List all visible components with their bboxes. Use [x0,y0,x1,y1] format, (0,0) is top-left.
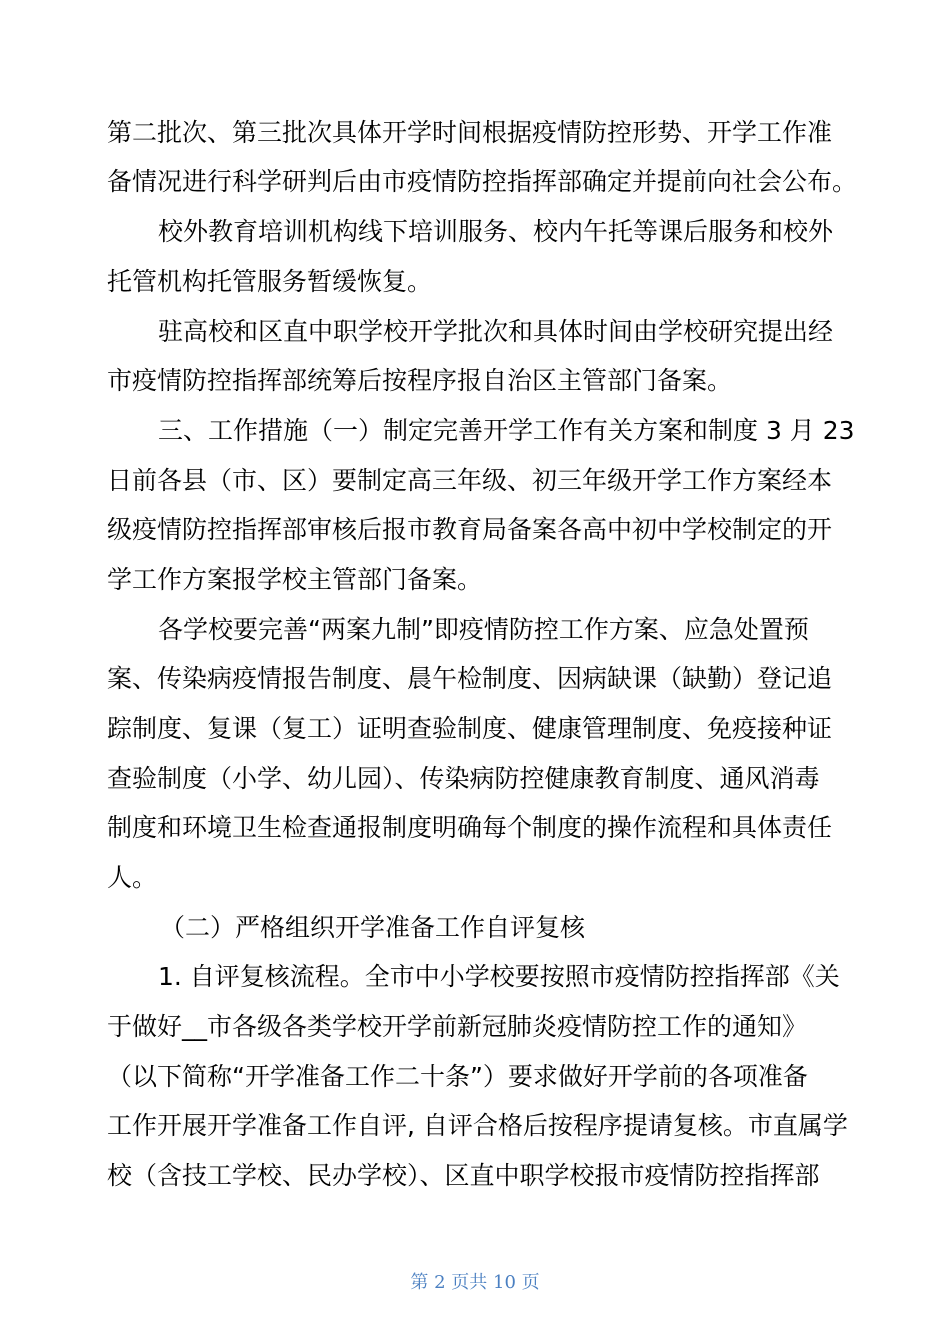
paragraph-line: 市疫情防控指挥部统筹后按程序报自治区主管部门备案。 [107,366,733,395]
paragraph-line: 日前各县（市、区）要制定高三年级、初三年级开学工作方案经本 [107,466,833,495]
paragraph-line: 校（含技工学校、民办学校）、区直中职学校报市疫情防控指挥部 [107,1161,820,1190]
paragraph-line: （以下简称“开学准备工作二十条”）要求做好开学前的各项准备 [107,1062,808,1091]
paragraph-line: 备情况进行科学研判后由市疫情防控指挥部确定并提前向社会公布。 [107,167,858,196]
paragraph-line: 驻高校和区直中职学校开学批次和具体时间由学校研究提出经 [158,317,834,346]
paragraph-line: 第二批次、第三批次具体开学时间根据疫情防控形势、开学工作准 [107,118,833,147]
paragraph-line: 三、工作措施（一）制定完善开学工作有关方案和制度 3 月 23 [158,416,855,445]
paragraph-line: 校外教育培训机构线下培训服务、校内午托等课后服务和校外 [158,217,834,246]
paragraph-line: 踪制度、复课（复工）证明查验制度、健康管理制度、免疫接种证 [107,714,833,743]
paragraph-line: 工作开展开学准备工作自评, 自评合格后按程序提请复核。市直属学 [107,1111,848,1140]
paragraph-line: 级疫情防控指挥部审核后报市教育局备案各高中初中学校制定的开 [107,515,833,544]
paragraph-line: 于做好__市各级各类学校开学前新冠肺炎疫情防控工作的通知》 [107,1012,808,1041]
paragraph-line: 托管机构托管服务暂缓恢复。 [107,267,433,296]
section-heading: （二）严格组织开学准备工作自评复核 [160,913,586,942]
paragraph-line: 查验制度（小学、幼儿园）、传染病防控健康教育制度、通风消毒 [107,764,820,793]
paragraph-line: 制度和环境卫生检查通报制度明确每个制度的操作流程和具体责任 [107,813,833,842]
paragraph-line: 1. 自评复核流程。全市中小学校要按照市疫情防控指挥部《关 [158,962,840,991]
page-footer: 第 2 页共 10 页 [410,1272,540,1293]
paragraph-line: 学工作方案报学校主管部门备案。 [107,565,483,594]
paragraph-line: 人。 [107,863,158,892]
paragraph-line: 案、传染病疫情报告制度、晨午检制度、因病缺课（缺勤）登记追 [107,664,833,693]
paragraph-line: 各学校要完善“两案九制”即疫情防控工作方案、应急处置预 [158,615,809,644]
